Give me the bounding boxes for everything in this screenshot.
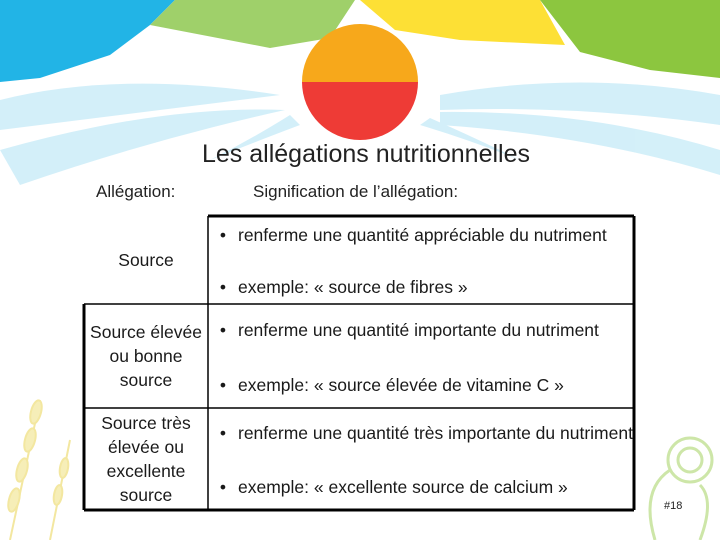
bullet-text: exemple: « excellente source de calcium »	[238, 477, 568, 497]
list-item	[208, 318, 638, 366]
claim-label: Source très élevée ou excellente source	[101, 413, 191, 505]
slide-title: Les allégations nutritionnelles	[202, 140, 530, 168]
bullet-icon: •	[219, 477, 227, 497]
column-header-claim: Allégation:	[96, 182, 176, 201]
bullet-text: exemple: « source élevée de vitamine C »	[238, 375, 564, 395]
swirl-decoration	[650, 438, 712, 540]
bullet-text: exemple: « source de fibres »	[238, 277, 468, 297]
bullet-text: renferme une quantité importante du nutriment	[238, 320, 599, 340]
bullet-text: renferme une quantité très importante du nutriment	[238, 423, 633, 443]
list-item	[208, 223, 638, 271]
bullet-icon: •	[219, 320, 227, 340]
list-item	[208, 275, 638, 299]
claim-label: Source élevée ou bonne source	[90, 322, 202, 390]
table-row	[84, 408, 634, 510]
bullet-icon: •	[219, 375, 227, 395]
page-number: #18	[664, 500, 683, 512]
wheat-decoration	[6, 399, 70, 540]
list-item	[208, 373, 638, 397]
claim-label: Source	[118, 250, 174, 270]
column-header-meaning: Signification de l’allégation:	[253, 182, 459, 201]
list-item	[208, 421, 638, 469]
sun-icon	[302, 24, 418, 140]
bullet-text: renferme une quantité appréciable du nutriment	[238, 225, 607, 245]
bullet-icon: •	[219, 277, 227, 297]
table-row	[84, 216, 634, 304]
table-row	[84, 304, 634, 408]
bullet-icon: •	[219, 225, 227, 245]
list-item	[208, 475, 638, 499]
claims-table	[84, 216, 634, 510]
bullet-icon: •	[219, 423, 227, 443]
